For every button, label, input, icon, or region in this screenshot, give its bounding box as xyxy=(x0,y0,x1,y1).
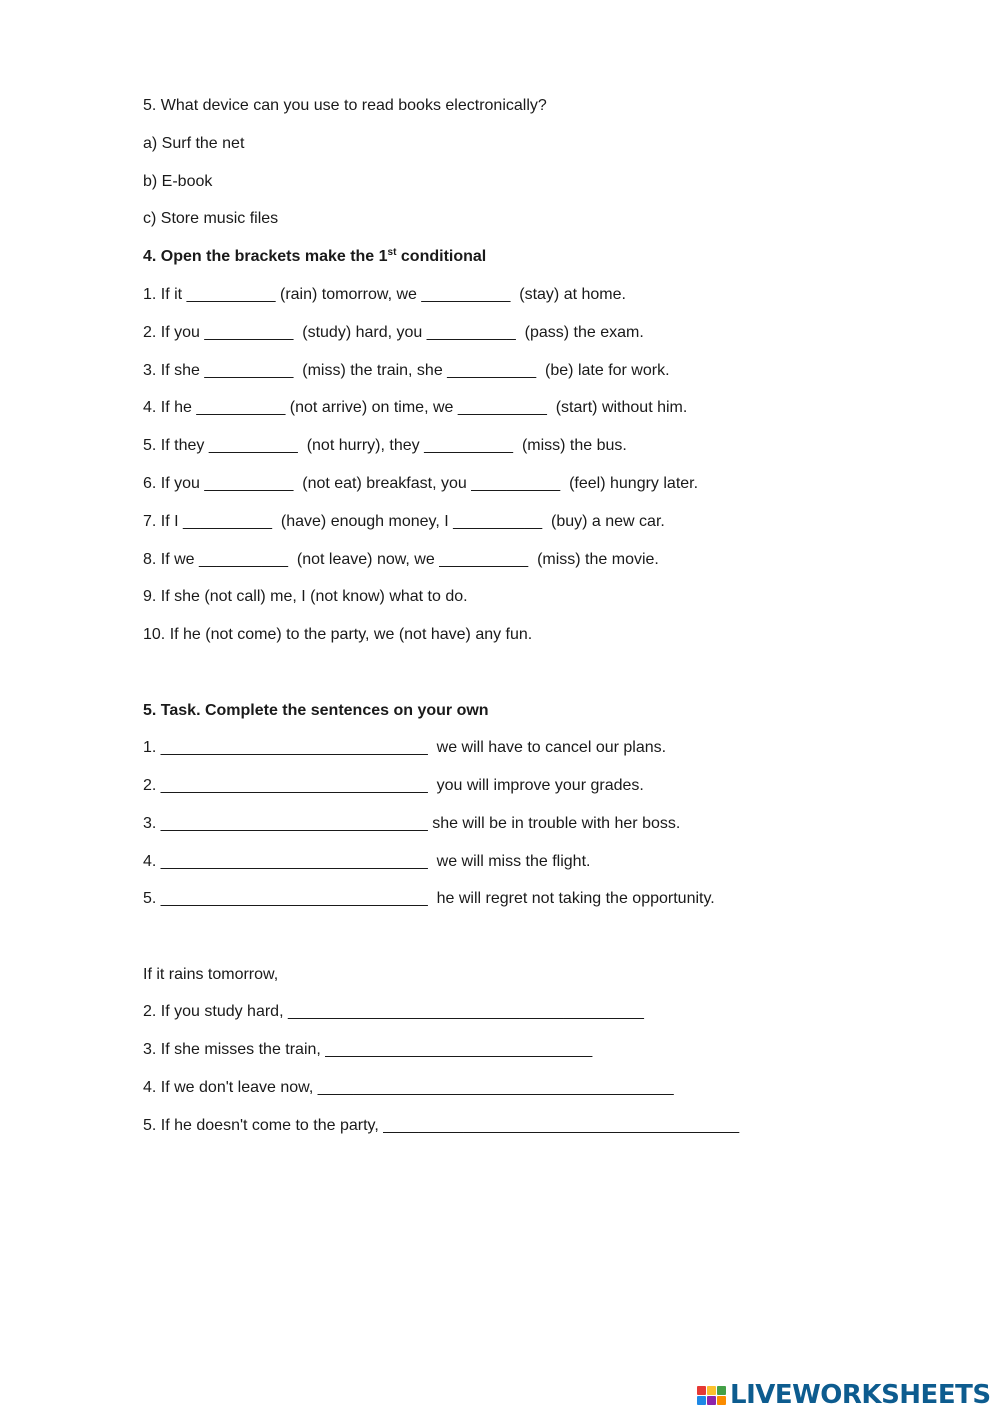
exercise-item-10: 10. If he (not come) to the party, we (not have) any fun. xyxy=(143,626,533,643)
heading-superscript: st xyxy=(387,247,397,258)
exercise-item-1: 1. If it __________ (rain) tomorrow, we __________ (stay) at home. xyxy=(143,286,626,303)
section-4-heading xyxy=(143,247,486,267)
option-a: a) Surf the net xyxy=(143,135,245,152)
logo-text: LIVEWORKSHEETS xyxy=(730,1380,991,1410)
completion-item-1: If it rains tomorrow, xyxy=(143,966,279,983)
logo-block xyxy=(697,1396,706,1405)
liveworksheets-logo xyxy=(697,1378,991,1412)
exercise-item-3: 3. If she __________ (miss) the train, she __________ (be) late for work. xyxy=(143,362,670,379)
completion-item-4: 4. If we don't leave now, ________________________________________ xyxy=(143,1079,674,1096)
logo-block xyxy=(717,1386,726,1395)
question-5: 5. What device can you use to read books electronically? xyxy=(143,97,547,114)
option-b: b) E-book xyxy=(143,173,213,190)
exercise-item-7: 7. If I __________ (have) enough money, I __________ (buy) a new car. xyxy=(143,513,665,530)
exercise-item-5: 5. If they __________ (not hurry), they __________ (miss) the bus. xyxy=(143,437,627,454)
task-item-2: 2. ______________________________ you will improve your grades. xyxy=(143,777,644,794)
completion-item-5: 5. If he doesn't come to the party, ________________________________________ xyxy=(143,1117,740,1134)
exercise-item-6: 6. If you __________ (not eat) breakfast, you __________ (feel) hungry later. xyxy=(143,475,699,492)
completion-item-2: 2. If you study hard, ________________________________________ xyxy=(143,1003,644,1020)
section-5-heading: 5. Task. Complete the sentences on your own xyxy=(143,702,489,719)
completion-item-3: 3. If she misses the train, ______________________________ xyxy=(143,1041,593,1058)
logo-block xyxy=(707,1396,716,1405)
logo-block xyxy=(697,1386,706,1395)
task-item-1: 1. ______________________________ we will have to cancel our plans. xyxy=(143,739,667,756)
logo-block xyxy=(717,1396,726,1405)
logo-block xyxy=(707,1386,716,1395)
heading-text: 4. Open the brackets make the 1 xyxy=(143,248,388,265)
exercise-item-9: 9. If she (not call) me, I (not know) what to do. xyxy=(143,588,468,605)
exercise-item-2: 2. If you __________ (study) hard, you __________ (pass) the exam. xyxy=(143,324,644,341)
task-item-4: 4. ______________________________ we will miss the flight. xyxy=(143,853,591,870)
exercise-item-8: 8. If we __________ (not leave) now, we __________ (miss) the movie. xyxy=(143,551,659,568)
heading-text-end: conditional xyxy=(396,248,487,265)
logo-blocks-icon xyxy=(697,1386,726,1405)
exercise-item-4: 4. If he __________ (not arrive) on time, we __________ (start) without him. xyxy=(143,399,688,416)
task-item-3: 3. ______________________________ she will be in trouble with her boss. xyxy=(143,815,681,832)
task-item-5: 5. ______________________________ he will regret not taking the opportunity. xyxy=(143,890,715,907)
option-c: c) Store music files xyxy=(143,210,279,227)
